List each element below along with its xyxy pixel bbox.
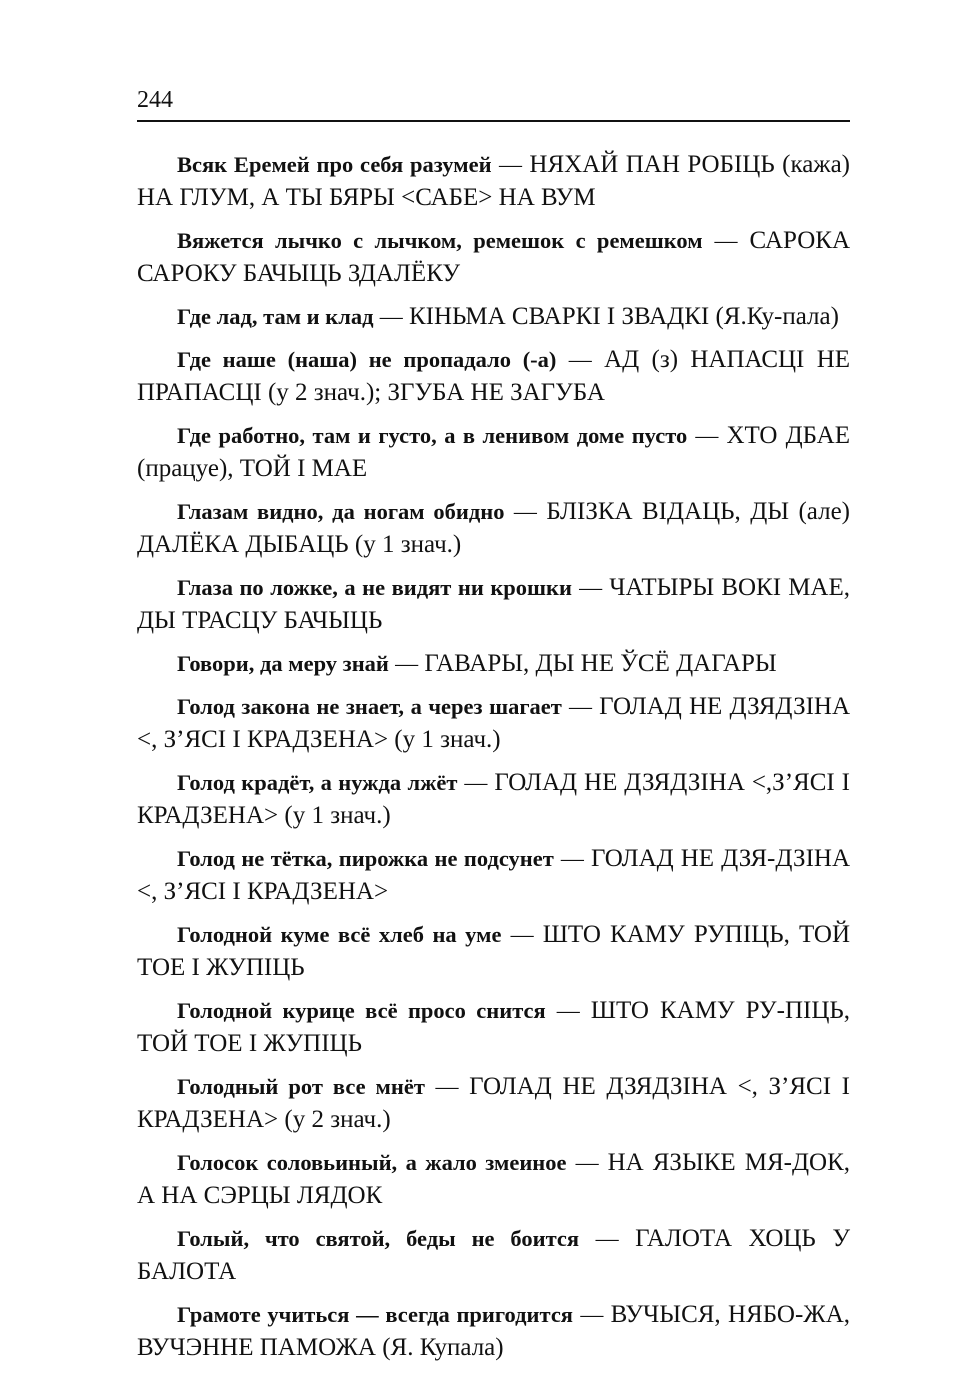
entry-russian: Всяк Еремей про себя разумей <box>177 152 492 177</box>
entry-russian: Голый, что святой, беды не боится <box>177 1226 580 1251</box>
entry-dash: — <box>435 1074 459 1099</box>
entry <box>137 1070 850 1136</box>
entry <box>137 842 850 908</box>
entry-russian: Глаза по ложке, а не видят ни крошки <box>177 575 572 600</box>
entry-belarusian: ВУЧЫСЯ, НЯБО-ЖА, ВУЧЭННЕ ПАМОЖА (Я. Купала) <box>137 1301 851 1361</box>
entry <box>137 148 850 214</box>
entry-belarusian: БЛІЗКА ВІДАЦЬ, ДЫ (але) ДАЛЁКА ДЫБАЦЬ (у 1 знач.) <box>137 498 851 558</box>
entry-belarusian: ГОЛАД НЕ ДЗЯДЗІНА <, З’ЯСІ І КРАДЗЕНА> (у 1 знач.) <box>137 693 851 753</box>
entry-russian: Грамоте учиться — всегда пригодится <box>177 1302 573 1327</box>
entry-russian: Голод закона не знает, а через шагает <box>177 694 562 719</box>
entry-russian: Голод крадёт, а нужда лжёт <box>177 770 458 795</box>
entry-dash: — <box>513 499 537 524</box>
entry-dash: — <box>595 1226 619 1251</box>
entry-dash: — <box>569 694 592 719</box>
entry <box>137 300 850 333</box>
entry <box>137 1222 850 1288</box>
entry-dash: — <box>579 575 603 600</box>
entry <box>137 994 850 1060</box>
entry <box>137 495 850 561</box>
entry-dash: — <box>379 304 403 329</box>
entry-dash: — <box>575 1150 599 1175</box>
entry-belarusian: КІНЬМА СВАРКІ І ЗВАДКІ (Я.Ку-пала) <box>408 303 839 330</box>
entry <box>137 647 850 680</box>
entry <box>137 918 850 984</box>
entry-belarusian: САРОКА САРОКУ БАЧЫЦЬ ЗДАЛЁКУ <box>137 227 851 287</box>
entry-russian: Где лад, там и клад <box>177 304 374 329</box>
entry <box>137 343 850 409</box>
entry-belarusian: НЯХАЙ ПАН РОБІЦЬ (кажа) НА ГЛУМ, А ТЫ БЯРЫ <САБЕ> НА ВУМ <box>137 151 851 211</box>
entry-russian: Голосок соловьиный, а жало змеиное <box>177 1150 567 1175</box>
entries-list <box>137 148 850 1374</box>
entry-russian: Голодной куме всё хлеб на уме <box>177 922 502 947</box>
entry-belarusian: ГАВАРЫ, ДЫ НЕ ЎСЁ ДАГАРЫ <box>424 650 777 677</box>
entry-russian: Голод не тётка, пирожка не подсунет <box>177 846 554 871</box>
entry-belarusian: НА ЯЗЫКЕ МЯ-ДОК, А НА СЭРЦЫ ЛЯДОК <box>137 1149 851 1209</box>
page-number: 244 <box>137 87 173 113</box>
entry-russian: Говори, да меру знай <box>177 651 389 676</box>
entry-belarusian: ХТО ДБАЕ (працуе), ТОЙ І МАЕ <box>137 422 850 482</box>
entry <box>137 224 850 290</box>
entry-belarusian: ГАЛОТА ХОЦЬ У БАЛОТА <box>137 1225 851 1285</box>
entry-russian: Глазам видно, да ногам обидно <box>177 499 505 524</box>
entry-belarusian: ЧАТЫРЫ ВОКІ МАЕ, ДЫ ТРАСЦУ БАЧЫЦЬ <box>137 574 850 634</box>
entry-dash: — <box>395 651 419 676</box>
entry-dash: — <box>556 998 580 1023</box>
entry <box>137 690 850 756</box>
entry-belarusian: ГОЛАД НЕ ДЗЯ-ДЗІНА <, З’ЯСІ І КРАДЗЕНА> <box>137 845 851 905</box>
entry-russian: Голодный рот все мнёт <box>177 1074 425 1099</box>
entry-dash: — <box>714 228 738 253</box>
entry-russian: Где работно, там и густо, а в ленивом доме пусто <box>177 423 688 448</box>
entry-belarusian: ШТО КАМУ РУПІЦЬ, ТОЙ ТОЕ І ЖУПІЦЬ <box>137 921 851 981</box>
entry-russian: Вяжется лычко с лычком, ремешок с ремешком <box>177 228 703 253</box>
entry-dash: — <box>580 1302 604 1327</box>
entry-russian: Где наше (наша) не пропадало (-а) <box>177 347 557 372</box>
entry <box>137 1298 850 1364</box>
entry <box>137 1146 850 1212</box>
entry-dash: — <box>568 347 592 372</box>
entry-dash: — <box>464 770 488 795</box>
entry-dash: — <box>510 922 534 947</box>
entry <box>137 766 850 832</box>
entry-dash: — <box>695 423 719 448</box>
entry <box>137 571 850 637</box>
entry-belarusian: ГОЛАД НЕ ДЗЯДЗІНА <, З’ЯСІ І КРАДЗЕНА> (у 2 знач.) <box>137 1073 851 1133</box>
entry-dash: — <box>560 846 584 871</box>
header-rule <box>137 120 850 122</box>
entry-russian: Голодной курице всё просо снится <box>177 998 546 1023</box>
entry-dash: — <box>498 152 522 177</box>
entry-belarusian: ШТО КАМУ РУ-ПІЦЬ, ТОЙ ТОЕ І ЖУПІЦЬ <box>137 997 850 1057</box>
entry-belarusian: АД (з) НАПАСЦІ НЕ ПРАПАСЦІ (у 2 знач.); ЗГУБА НЕ ЗАГУБА <box>137 346 851 406</box>
entry <box>137 419 850 485</box>
entry-belarusian: ГОЛАД НЕ ДЗЯДЗІНА <,З’ЯСІ І КРАДЗЕНА> (у 1 знач.) <box>137 769 850 829</box>
